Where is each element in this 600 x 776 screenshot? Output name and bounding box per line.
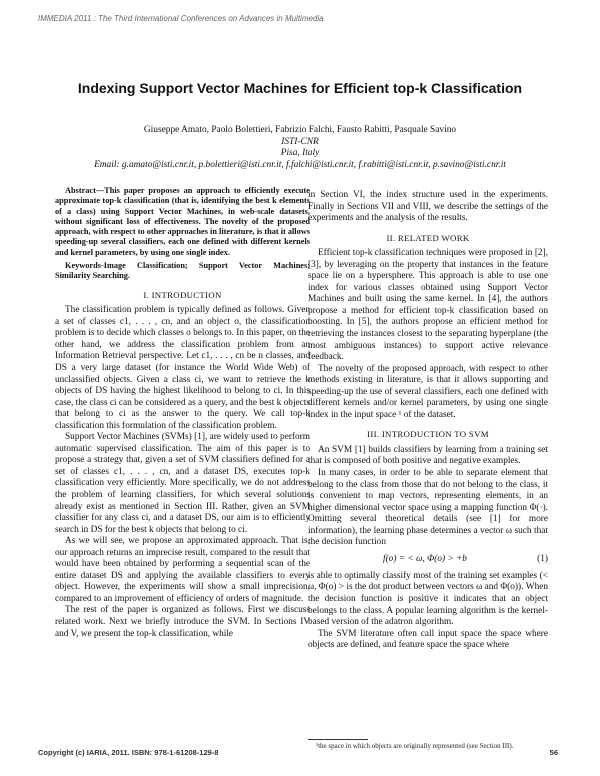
paragraph: An SVM [1] builds classifiers by learning from a training set that is composed of both positive and negative examples.	[308, 444, 548, 467]
location: Pisa, Italy	[280, 148, 320, 158]
paragraph: The rest of the paper is organized as follows. First we discuss related work. Next we briefly introduce the SVM. In Sections IV and V, we present the top-k classification, while	[55, 605, 310, 639]
right-column	[308, 190, 548, 652]
keywords: Keywords-Image Classification; Support Vector Machines; Similarity Searching.	[55, 261, 310, 281]
paragraph: The SVM literature often call input space the space where objects are defined, and feature space the space where	[308, 628, 548, 651]
paragraph: As we will see, we propose an approximated approach. That is, our approach returns an imprecise result, compared to the result that would have been obtained by performing a sequential scan of the entire dataset DS and applying the available classifiers to every object. However, the experiments will show a small imprecision, compared to an improvement of efficiency of orders of magnitude.	[55, 536, 310, 604]
abstract: Abstract—This paper proposes an approach to efficiently execute approximate top-k classification (that is, identifying the best k elements of a class) using Support Vector Machines, in web-scale datasets, without significant loss of effectiveness. The novelty of the proposed approach, with respect to other approaches in literature, is that it allows speeding-up several classifiers, each one defined with different kernels and kernel parameters, by using one single index.	[55, 186, 310, 257]
footnote-rule	[308, 739, 368, 740]
paragraph: in Section VI, the index structure used in the experiments. Finally in Sections VII and VIII, we describe the settings of the experiments and the analysis of the results.	[308, 190, 548, 224]
page-footer	[38, 748, 558, 758]
equation-body: f(o) = < ω, Φ(o) > +b	[383, 553, 467, 564]
equation-number: (1)	[537, 553, 548, 564]
paragraph: Efficient top-k classification techniques were proposed in [2], [3], by leveraging on the property that instances in the feature space lie on a hypersphere. This approach is able to use one index for various classes obtained using Support Vector Machines and built using the same kernel. In [4], the authors propose a method for efficient top-k classification based on boosting. In [5], the authors propose an efficient method for retrieving the instances closest to the separating hyperplane (the most ambiguous instances) to support active relevance feedback.	[308, 248, 548, 363]
paper-title: Indexing Support Vector Machines for Efficient top-k Classification	[77, 80, 523, 96]
section-heading-intro-svm: III. INTRODUCTION TO SVM	[367, 429, 489, 440]
copyright-isbn: Copyright (c) IARIA, 2011. ISBN: 978-1-61208-129-8	[38, 748, 219, 757]
paragraph: Support Vector Machines (SVMs) [1], are widely used to perform automatic supervised classification. The aim of this paper is to propose a strategy that, given a set of SVM classifiers defined for a set of classes c1, . . . , cn, and a dataset DS, executes top-k classification very efficiently. More specifically, we do not address the problem of learning classifiers, for which several solutions already exist as mentioned in Section III. Rather, given an SVM classifier for any class ci, and a dataset DS, our aim is to efficiently search in DS for the best k objects that belong to ci.	[55, 432, 310, 535]
equation-1	[308, 549, 548, 571]
section-heading-introduction: I. INTRODUCTION	[143, 289, 222, 300]
author-block	[0, 125, 600, 171]
running-header: IMMEDIA 2011 : The Third International Conferences on Advances in Multimedia	[38, 14, 324, 23]
paragraph: is able to optimally classify most of the training set examples (< ω, Φ(o) > is the dot product between vectors ω and Φ(o)). When the decision function is positive it indicates that an object belongs to the class. A popular learning algorithm is the kernel-based version of the adatron algorithm.	[308, 570, 548, 628]
page-number: 56	[549, 748, 558, 757]
affiliation: ISTI-CNR	[281, 136, 319, 147]
paragraph: In many cases, in order to be able to separate element that belong to the class from those that do not belong to the class, it is convenient to map vectors, representing elements, in an higher dimensional vector space using a mapping function Φ(·). Omitting several theoretical details (see [1] for more information), the learning phase determines a vector ω such that the decision function	[308, 468, 548, 548]
left-column	[55, 186, 310, 640]
author-emails: Email: g.amato@isti.cnr.it, p.bolettieri@isti.cnr.it, f.falchi@isti.cnr.it, f.rabitti@isti.cnr.it, p.savino@isti.cnr.it	[94, 159, 506, 170]
paragraph: The novelty of the proposed approach, with respect to other methods existing in literature, is that it allows supporting and speeding-up the use of several classifiers, each one defined with different kernels and/or kernel parameters, by using one single index in the input space ¹ of the dataset.	[308, 363, 548, 420]
section-heading-related-work: II. RELATED WORK	[386, 232, 470, 243]
author-names: Giuseppe Amato, Paolo Bolettieri, Fabrizio Falchi, Fausto Rabitti, Pasquale Savino	[143, 125, 457, 135]
footnote: ¹the space in which objects are originally represented (see Section III).	[316, 742, 514, 750]
paragraph: The classification problem is typically defined as follows. Given a set of classes c1, . . . , cn, and an object o, the classification problem is to decide which classes o belongs to. In this paper, on the other hand, we address the classification problem from an Information Retrieval perspective. Let c1, . . . , cn be n classes, and DS a very large dataset (for instance the World Wide Web) of unclassified objects. Given a class ci, we want to retrieve the k objects of DS having the highest likelihood to belong to ci. In this case, the class ci can be considered as a query, and the best k objects that belong to ci as the answer to the query. We call top-k classification this formulation of the classification problem.	[55, 305, 310, 431]
